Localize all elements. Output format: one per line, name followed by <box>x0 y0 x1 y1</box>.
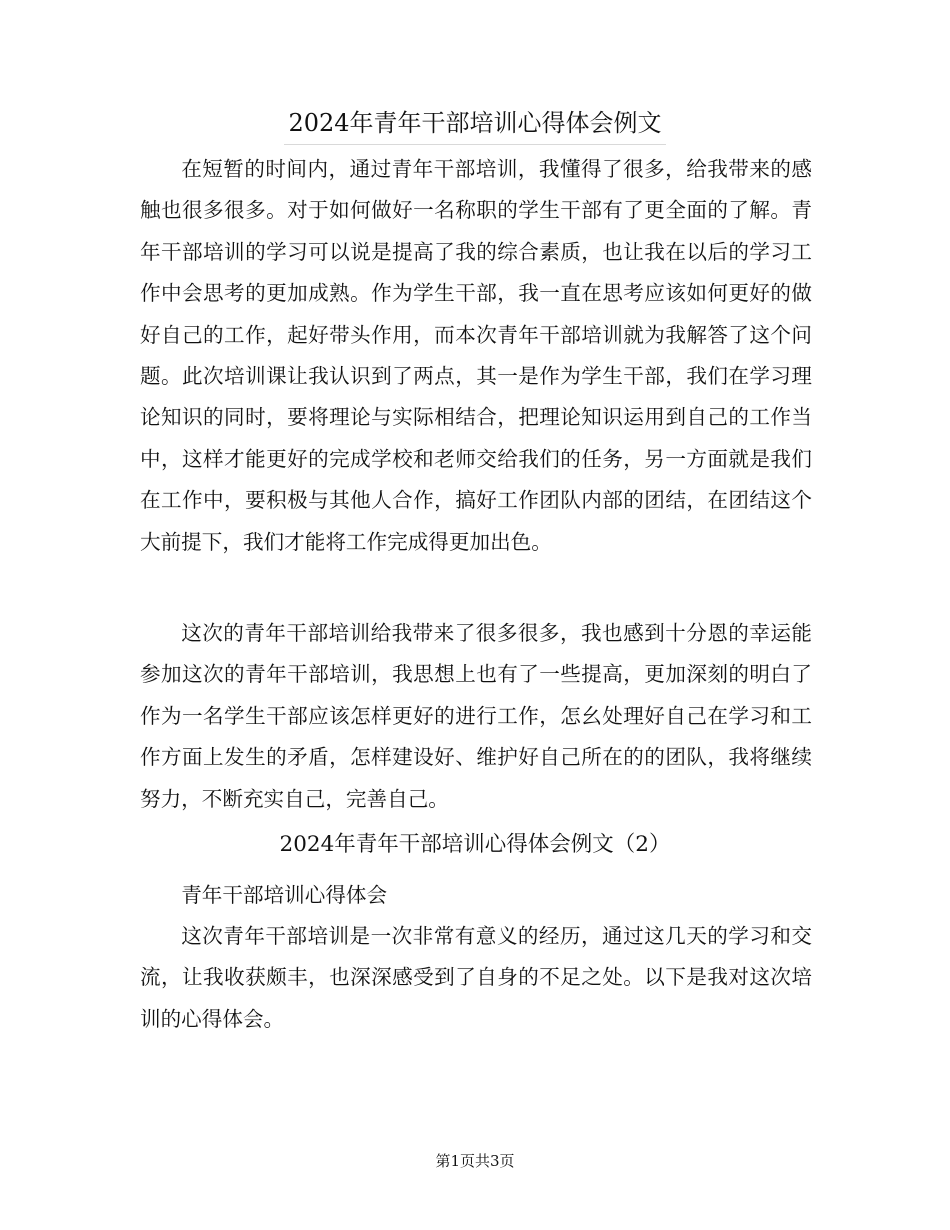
document-title-container <box>0 101 950 145</box>
body-paragraph-2: 这次的青年干部培训给我带来了很多很多，我也感到十分恩的幸运能参加这次的青年干部培训，我思想上也有了一些提高，更加深刻的明白了作为一名学生干部应该怎样更好的进行工作，怎幺处理好自己在学习和工作方面上发生的矛盾，怎样建设好、维护好自己所在的的团队，我将继续努力，不断充实自己，完善自己。 <box>140 621 812 811</box>
section-2-title: 2024年青年干部培训心得体会例文（2） <box>279 832 671 857</box>
document-title: 2024年青年干部培训心得体会例文 <box>284 102 665 145</box>
section-2-paragraph: 这次青年干部培训是一次非常有意义的经历，通过这几天的学习和交流，让我收获颇丰，也深深感受到了自身的不足之处。以下是我对这次培训的心得体会。 <box>140 924 812 1031</box>
page-footer: 第1页共3页 <box>435 1152 515 1170</box>
section-2-subheading: 青年干部培训心得体会 <box>181 883 388 907</box>
body-paragraph-1: 在短暂的时间内，通过青年干部培训，我懂得了很多，给我带来的感触也很多很多。对于如何做好一名称职的学生干部有了更全面的了解。青年干部培训的学习可以说是提高了我的综合素质，也让我在以后的学习工作中会思考的更加成熟。作为学生干部，我一直在思考应该如何更好的做好自己的工作，起好带头作用，而本次青年干部培训就为我解答了这个问题。此次培训课让我认识到了两点，其一是作为学生干部，我们在学习理论知识的同时，要将理论与实际相结合，把理论知识运用到自己的工作当中，这样才能更好的完成学校和老师交给我们的任务，另一方面就是我们在工作中，要积极与其他人合作，搞好工作团队内部的团结，在团结这个大前提下，我们才能将工作完成得更加出色。 <box>140 157 812 554</box>
